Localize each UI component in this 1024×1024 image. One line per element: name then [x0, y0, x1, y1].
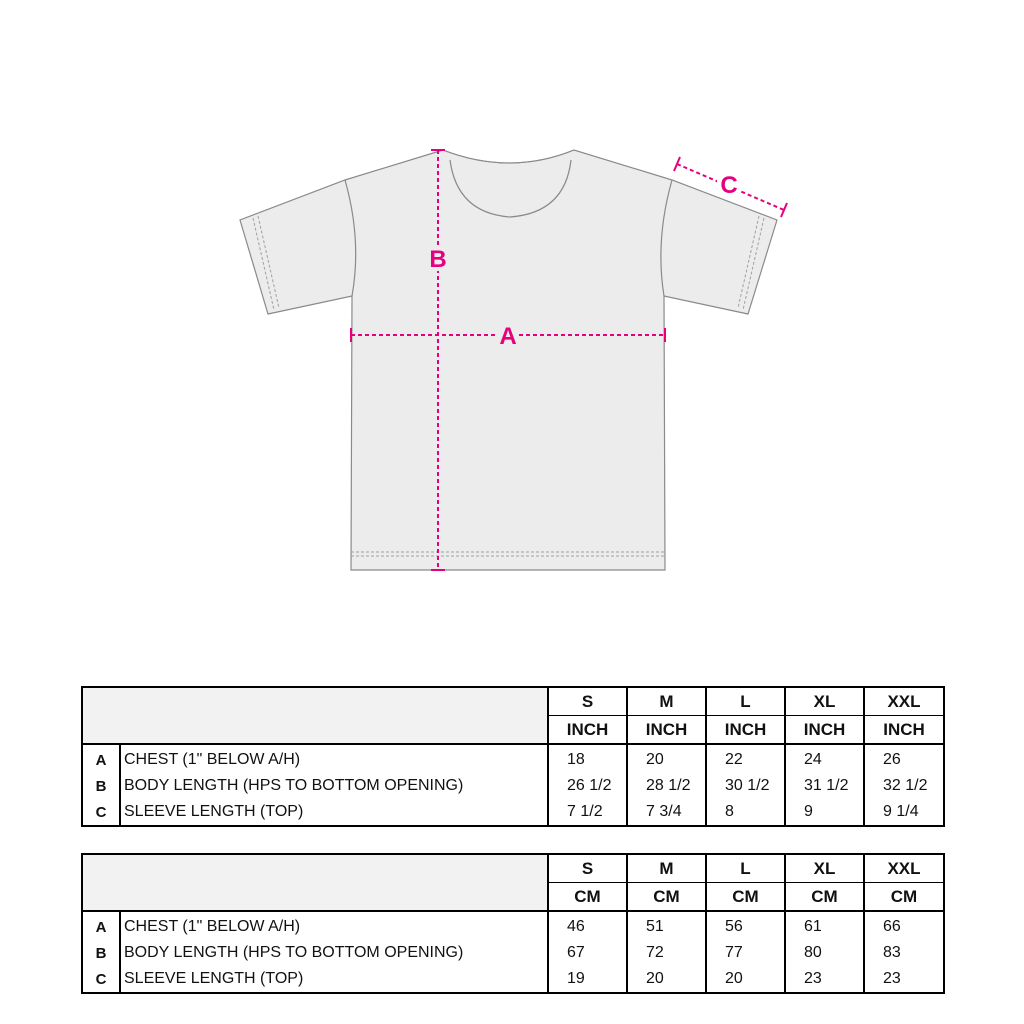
cell-value: 46 — [548, 911, 627, 940]
cell-value: 23 — [785, 966, 864, 993]
header-blank — [82, 687, 548, 744]
cell-value: 20 — [706, 966, 785, 993]
tshirt-body — [240, 150, 777, 570]
unit-header: INCH — [864, 716, 944, 745]
size-header-xxl: XXL — [864, 854, 944, 883]
cell-value: 80 — [785, 940, 864, 966]
cell-value: 19 — [548, 966, 627, 993]
dimension-label-a: A — [499, 323, 517, 350]
table-row — [82, 799, 944, 826]
cell-value: 20 — [627, 744, 706, 773]
size-header-xxl: XXL — [864, 687, 944, 716]
table-row — [82, 773, 944, 799]
cell-value: 61 — [785, 911, 864, 940]
dimension-label-c: C — [720, 172, 738, 199]
unit-header: CM — [548, 883, 627, 912]
cell-value: 56 — [706, 911, 785, 940]
row-label: SLEEVE LENGTH (TOP) — [120, 966, 548, 993]
dimension-label-b: B — [429, 246, 447, 273]
row-key: B — [95, 777, 107, 795]
row-label: SLEEVE LENGTH (TOP) — [120, 799, 548, 826]
row-key: C — [95, 970, 107, 988]
cell-value: 31 1/2 — [785, 773, 864, 799]
cell-value: 22 — [706, 744, 785, 773]
size-header-m: M — [627, 687, 706, 716]
cell-value: 23 — [864, 966, 944, 993]
size-chart-inch — [81, 686, 945, 827]
row-key: A — [95, 918, 107, 936]
cell-value: 7 3/4 — [627, 799, 706, 826]
unit-header: INCH — [785, 716, 864, 745]
size-header-s: S — [548, 854, 627, 883]
header-blank — [82, 854, 548, 911]
table-row — [82, 911, 944, 940]
table-row — [82, 744, 944, 773]
table-row — [82, 966, 944, 993]
cell-value: 67 — [548, 940, 627, 966]
unit-header: INCH — [548, 716, 627, 745]
row-label: BODY LENGTH (HPS TO BOTTOM OPENING) — [120, 940, 548, 966]
size-header-xl: XL — [785, 687, 864, 716]
unit-header: CM — [706, 883, 785, 912]
row-key: C — [95, 803, 107, 821]
row-key: B — [95, 944, 107, 962]
size-header-m: M — [627, 854, 706, 883]
unit-header: CM — [864, 883, 944, 912]
row-label: CHEST (1" BELOW A/H) — [120, 911, 548, 940]
row-label: BODY LENGTH (HPS TO BOTTOM OPENING) — [120, 773, 548, 799]
cell-value: 7 1/2 — [548, 799, 627, 826]
table-row — [82, 940, 944, 966]
cell-value: 30 1/2 — [706, 773, 785, 799]
cell-value: 83 — [864, 940, 944, 966]
cell-value: 51 — [627, 911, 706, 940]
cell-value: 28 1/2 — [627, 773, 706, 799]
cell-value: 9 1/4 — [864, 799, 944, 826]
cell-value: 77 — [706, 940, 785, 966]
size-header-xl: XL — [785, 854, 864, 883]
row-key: A — [95, 751, 107, 769]
cell-value: 24 — [785, 744, 864, 773]
cell-value: 8 — [706, 799, 785, 826]
unit-header: CM — [627, 883, 706, 912]
size-chart-cm — [81, 853, 945, 994]
unit-header: INCH — [627, 716, 706, 745]
cell-value: 32 1/2 — [864, 773, 944, 799]
cell-value: 66 — [864, 911, 944, 940]
size-header-s: S — [548, 687, 627, 716]
size-header-l: L — [706, 854, 785, 883]
cell-value: 26 1/2 — [548, 773, 627, 799]
cell-value: 20 — [627, 966, 706, 993]
unit-header: INCH — [706, 716, 785, 745]
cell-value: 18 — [548, 744, 627, 773]
size-header-l: L — [706, 687, 785, 716]
cell-value: 9 — [785, 799, 864, 826]
cell-value: 26 — [864, 744, 944, 773]
unit-header: CM — [785, 883, 864, 912]
cell-value: 72 — [627, 940, 706, 966]
row-label: CHEST (1" BELOW A/H) — [120, 744, 548, 773]
